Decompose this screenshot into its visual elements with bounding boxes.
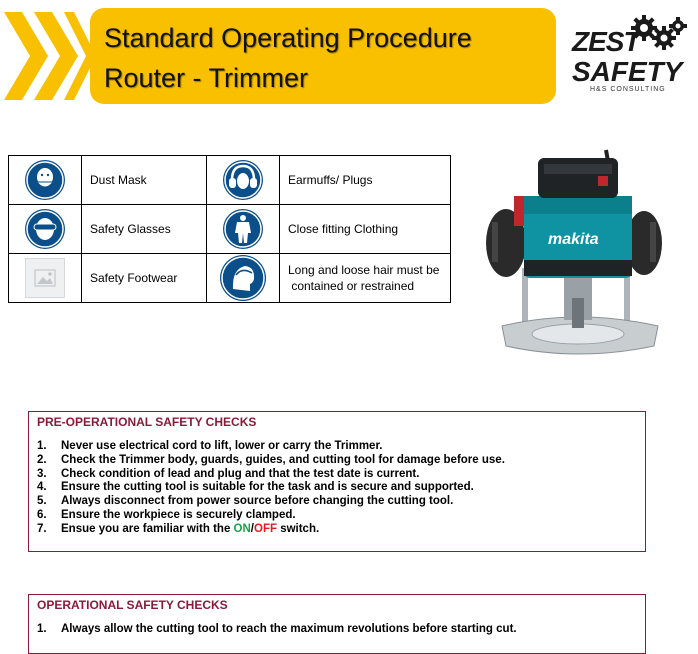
pre-op-list — [37, 440, 505, 537]
logo-word-safety: SAFETY — [572, 56, 683, 87]
op-heading: OPERATIONAL SAFETY CHECKS — [37, 598, 228, 612]
ppe-label: Earmuffs/ Plugs — [280, 156, 451, 205]
image-placeholder-icon — [25, 258, 65, 298]
list-text: Ensue you are familiar with the — [61, 522, 234, 535]
slash-text: / — [250, 522, 254, 535]
ppe-label-line-1: Long and loose hair must be — [288, 263, 440, 277]
on-label: ON — [233, 522, 251, 535]
list-item — [37, 523, 505, 537]
off-label: OFF — [254, 522, 277, 535]
dust-mask-icon — [25, 160, 65, 200]
ppe-label: Close fitting Clothing — [280, 205, 451, 254]
ppe-row — [9, 254, 451, 303]
hair-restraint-icon — [220, 255, 266, 301]
ppe-label — [280, 254, 451, 303]
router-trimmer-image — [478, 148, 678, 360]
title-banner — [90, 8, 556, 104]
ppe-row — [9, 156, 451, 205]
list-number: 7. — [37, 522, 47, 535]
title-line-1: Standard Operating Procedure — [104, 23, 472, 53]
list-number: 1. — [37, 440, 47, 452]
list-item — [37, 468, 505, 482]
ppe-icon-cell — [9, 156, 82, 205]
chevron-arrows-icon — [4, 12, 96, 100]
ppe-icon-cell — [207, 205, 280, 254]
ppe-icon-cell — [207, 254, 280, 303]
pre-operational-checks-box — [28, 411, 646, 552]
list-number: 1. — [37, 623, 47, 635]
zest-safety-logo — [568, 14, 690, 96]
list-number: 6. — [37, 508, 47, 521]
ppe-icon-cell — [9, 205, 82, 254]
ppe-row — [9, 205, 451, 254]
list-item — [37, 481, 505, 495]
list-number: 3. — [37, 467, 47, 480]
list-item — [37, 440, 505, 454]
pre-op-heading: PRE-OPERATIONAL SAFETY CHECKS — [37, 415, 257, 429]
ppe-icon-cell — [207, 156, 280, 205]
ppe-label-line-2: contained or restrained — [288, 279, 415, 293]
list-text: Check the Trimmer body, guards, guides, and cutting tool for damage before use. — [61, 453, 505, 466]
operational-checks-box — [28, 594, 646, 654]
logo-word-zest: ZEST — [572, 26, 640, 57]
ppe-icon-cell — [9, 254, 82, 303]
list-item — [37, 454, 505, 468]
list-text: Always disconnect from power source before changing the cutting tool. — [61, 495, 454, 508]
list-text: Always allow the cutting tool to reach the maximum revolutions before starting cut. — [61, 623, 517, 635]
ppe-label: Dust Mask — [82, 156, 207, 205]
earmuffs-icon — [223, 160, 263, 200]
safety-glasses-icon — [25, 209, 65, 249]
list-text: Ensure the workpiece is securely clamped. — [61, 508, 296, 521]
logo-subtitle: H&S CONSULTING — [590, 86, 666, 93]
list-item — [37, 623, 517, 637]
title-line-2: Router - Trimmer — [104, 63, 309, 93]
list-number: 5. — [37, 495, 47, 508]
ppe-label: Safety Footwear — [82, 254, 207, 303]
list-text: Ensure the cutting tool is suitable for the task and is secure and supported. — [61, 481, 474, 494]
list-number: 4. — [37, 481, 47, 494]
list-item — [37, 509, 505, 523]
op-list — [37, 623, 517, 637]
ppe-label: Safety Glasses — [82, 205, 207, 254]
svg-text:makita: makita — [548, 231, 599, 248]
list-text: switch. — [277, 522, 320, 535]
ppe-table — [8, 155, 451, 303]
overalls-icon — [223, 209, 263, 249]
list-text: Check condition of lead and plug and that the test date is current. — [61, 467, 420, 480]
list-number: 2. — [37, 453, 47, 466]
list-text: Never use electrical cord to lift, lower or carry the Trimmer. — [61, 440, 383, 452]
list-item — [37, 495, 505, 509]
